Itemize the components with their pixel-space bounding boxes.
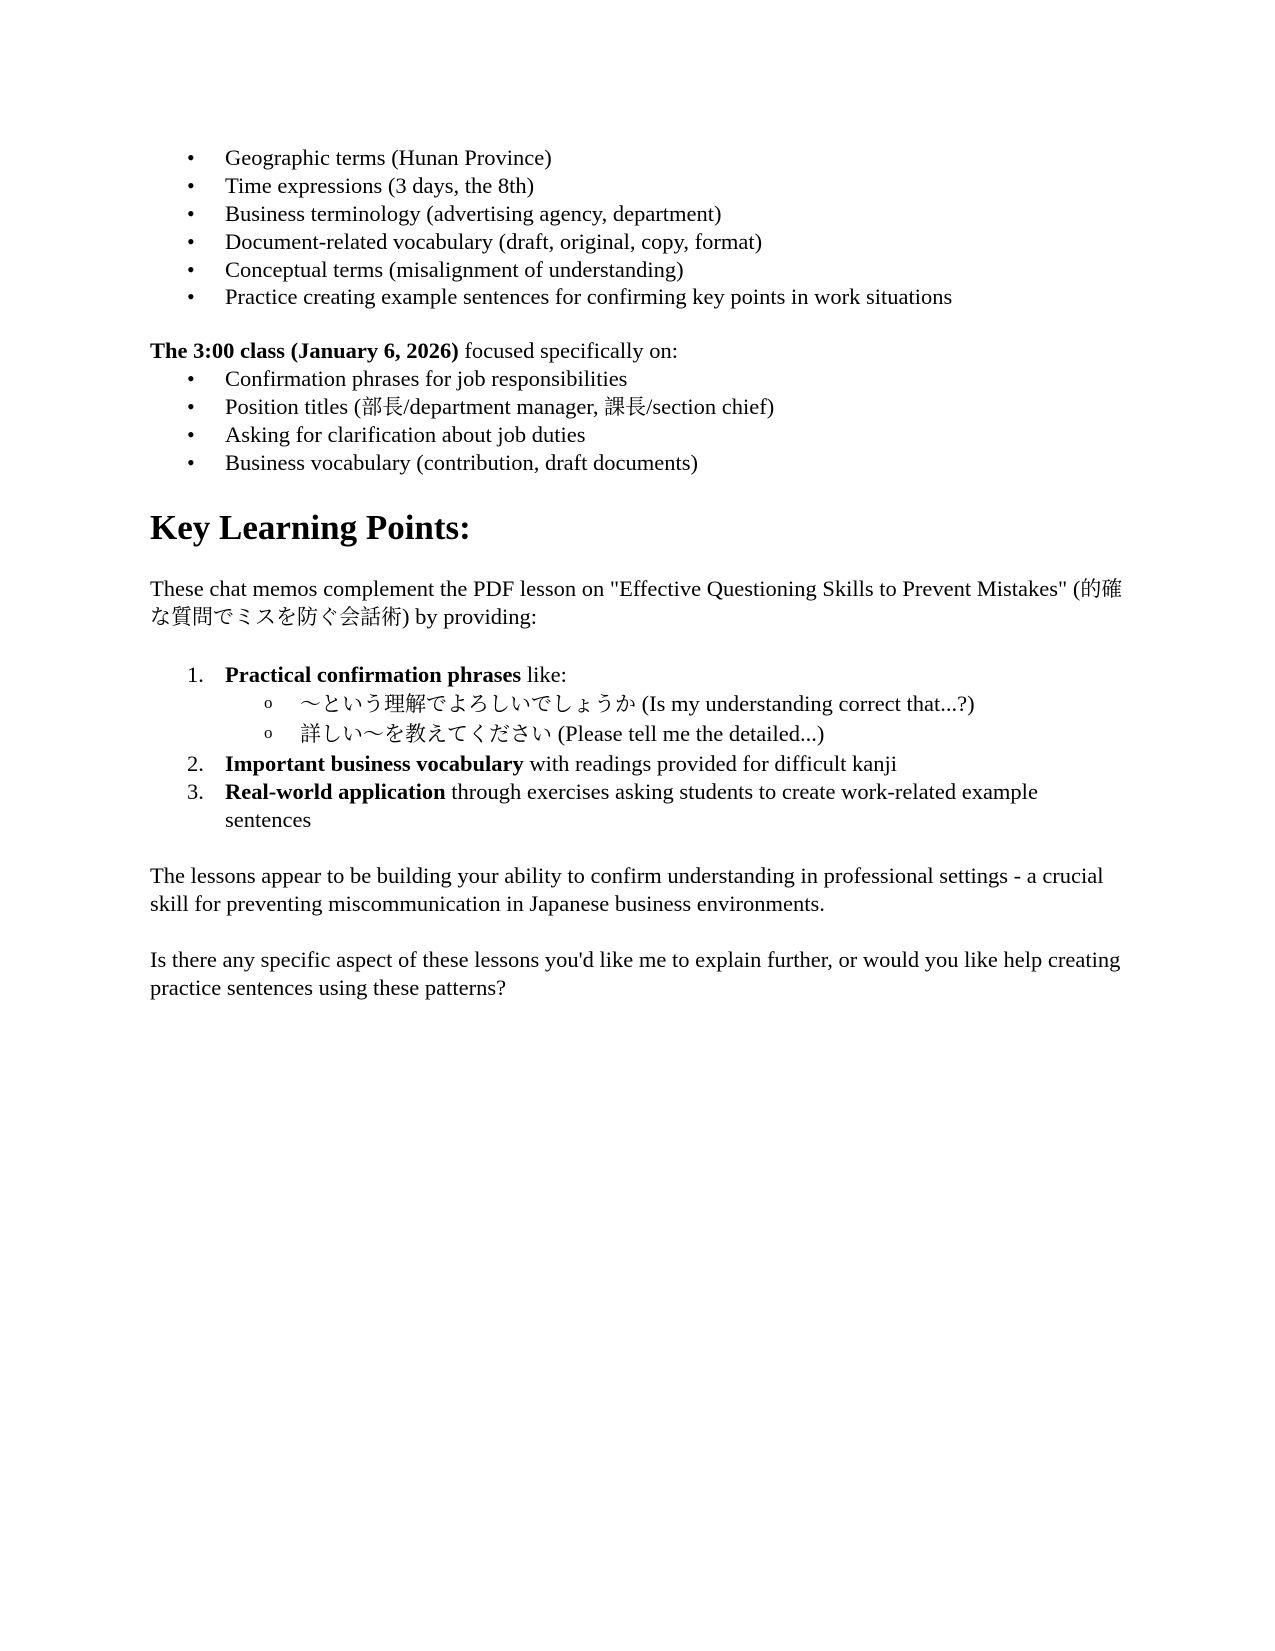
point-bold: Important business vocabulary (225, 751, 524, 777)
confirmation-phrase-list (225, 690, 1125, 748)
japanese-title: 的確な質問でミスを防ぐ会話術 (150, 576, 1123, 629)
japanese-phrase: 〜という理解でよろしいでしょうか (300, 692, 636, 717)
class-focus-list (150, 365, 1125, 477)
list-item: • Asking for clarification about job duties (225, 421, 1125, 449)
point-number: 1. (187, 661, 204, 687)
text-fragment: Position titles ( (225, 394, 362, 420)
japanese-term: 課長 (604, 395, 647, 420)
point-number: 2. (187, 751, 204, 777)
point-rest: with readings provided for difficult kanji (523, 751, 898, 777)
class-intro-bold: The 3:00 class (January 6, 2026) (150, 338, 459, 364)
intro-paragraph (150, 575, 1125, 631)
japanese-phrase: 詳しい〜を教えてください (300, 722, 552, 747)
list-item: • Business terminology (advertising agency, department) (225, 200, 1125, 228)
list-item (225, 393, 1125, 421)
list-item: • Practice creating example sentences for confirming key points in work situations (225, 283, 1125, 311)
text-fragment: These chat memos complement the PDF lesson on "Effective Questioning Skills to Prevent Mistakes" ( (150, 575, 1081, 601)
text-fragment: ) by providing: (402, 603, 537, 629)
sub-list-item (300, 720, 1125, 748)
learning-point (187, 661, 1125, 749)
sub-list-item (300, 690, 1125, 718)
point-bold: Practical confirmation phrases (225, 661, 522, 687)
point-number: 3. (187, 779, 204, 805)
phrase-translation: (Is my understanding correct that...?) (636, 691, 975, 717)
key-learning-heading: Key Learning Points: (150, 507, 471, 547)
text-fragment: /department manager, (403, 394, 605, 420)
list-item: • Geographic terms (Hunan Province) (225, 144, 1125, 172)
list-item: • Document-related vocabulary (draft, original, copy, format) (225, 228, 1125, 256)
closing-paragraph-2: Is there any specific aspect of these lessons you'd like me to explain further, or would you like help creating practice sentences using these patterns? (150, 946, 1121, 1000)
class-intro-paragraph (150, 337, 1125, 365)
list-item: • Time expressions (3 days, the 8th) (225, 172, 1125, 200)
list-item: • Confirmation phrases for job responsibilities (225, 365, 1125, 393)
class-intro-rest: focused specifically on: (458, 338, 679, 364)
list-item: • Business vocabulary (contribution, draft documents) (225, 449, 1125, 477)
point-bold: Real-world application (225, 779, 446, 805)
learning-point (187, 750, 1125, 778)
phrase-translation: (Please tell me the detailed...) (552, 721, 825, 747)
learning-point (187, 778, 1125, 834)
point-rest: through exercises asking students to create work-related example sentences (225, 779, 1038, 833)
text-fragment: /section chief) (646, 394, 775, 420)
point-rest: like: (521, 661, 567, 687)
vocabulary-topic-list (150, 144, 1125, 311)
japanese-term: 部長 (361, 395, 404, 420)
learning-points-list (150, 661, 1125, 834)
list-item: • Conceptual terms (misalignment of understanding) (225, 256, 1125, 284)
closing-paragraph-1: The lessons appear to be building your ability to confirm understanding in professional settings - a crucial skill for preventing miscommunication in Japanese business environments. (150, 862, 1104, 916)
